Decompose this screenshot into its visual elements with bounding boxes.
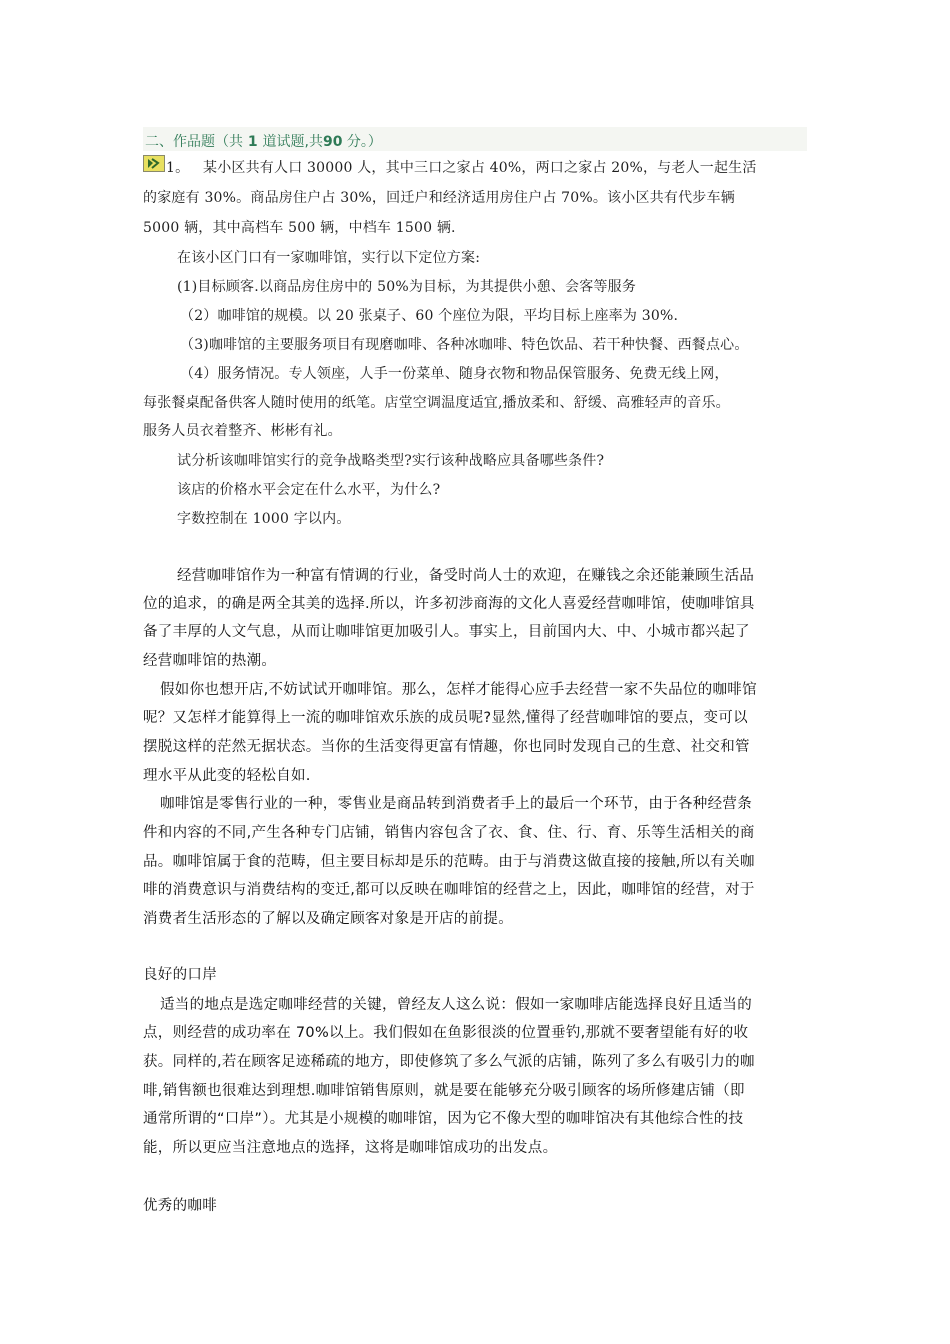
answer-line: 位的追求，的确是两全其美的选择.所以，许多初涉商海的文化人喜爱经营咖啡馆，使咖啡馆具: [143, 596, 755, 612]
answer-line: 件和内容的不同,产生各种专门店铺，销售内容包含了衣、食、住、行、育、乐等生活相关的商: [143, 825, 755, 841]
answer-line: 备了丰厚的人文气息，从而让咖啡馆更加吸引人。事实上，目前国内大、中、小城市都兴起了: [143, 624, 750, 640]
question-line: 该店的价格水平会定在什么水平，为什么?: [177, 482, 441, 498]
answer-line: 咖啡馆是零售行业的一种，零售业是商品转到消费者手上的最后一个环节，由于各种经营条: [160, 796, 752, 812]
section-middle: 道试题,共: [262, 134, 323, 150]
question-line: （2）咖啡馆的规模。以 20 张桌子、60 个座位为限，平均目标上座率为 30%.: [180, 308, 679, 324]
answer-line: 经营咖啡馆作为一种富有情调的行业，备受时尚人士的欢迎，在赚钱之余还能兼顾生活品: [177, 568, 755, 584]
question-line: （3)咖啡馆的主要服务项目有现磨咖啡、各种冰咖啡、特色饮品、若干种快餐、西餐点心。: [180, 337, 749, 353]
total-score: 90: [322, 134, 343, 150]
answer-line: 品。咖啡馆属于食的范畴，但主要目标却是乐的范畴。由于与消费这做直接的接触,所以有关咖: [143, 854, 755, 870]
answer-line: 消费者生活形态的了解以及确定顾客对象是开店的前提。: [143, 911, 513, 927]
question-count: 1: [247, 134, 258, 150]
pencil-note-icon[interactable]: [143, 155, 165, 172]
question-line: 每张餐桌配备供客人随时使用的纸笔。店堂空调温度适宜,播放柔和、舒缓、高雅轻声的音乐。: [143, 395, 730, 411]
section-suffix: 分。）: [346, 134, 382, 150]
answer-line: 啡,销售额也很难达到理想.咖啡馆销售原则，就是要在能够充分吸引顾客的场所修建店铺（即: [143, 1083, 745, 1099]
question-line: 字数控制在 1000 字以内。: [177, 511, 351, 527]
question-line: 的家庭有 30%。商品房住户占 30%，回迁户和经济适用房住户占 70%。该小区共有代步车辆: [143, 190, 735, 206]
question-line: 试分析该咖啡馆实行的竞争战略类型?实行该种战略应具备哪些条件?: [177, 453, 605, 469]
answer-line: 呢？又怎样才能算得上一流的咖啡馆欢乐族的成员呢?显然,懂得了经营咖啡馆的要点，变可以: [143, 710, 748, 726]
section-title: [145, 131, 382, 151]
section-prefix: 二、作品题（共: [145, 134, 243, 150]
section-header: [143, 127, 807, 151]
subheading: 良好的口岸: [143, 967, 217, 983]
answer-line: 理水平从此变的轻松自如.: [143, 768, 311, 784]
question-line: (1)目标顾客.以商品房住房中的 50%为目标，为其提供小憩、会客等服务: [177, 279, 637, 295]
subheading: 优秀的咖啡: [143, 1198, 217, 1214]
answer-line: 适当的地点是选定咖啡经营的关键，曾经友人这么说：假如一家咖啡店能选择良好且适当的: [160, 997, 752, 1013]
question-line: 在该小区门口有一家咖啡馆，实行以下定位方案:: [177, 250, 481, 266]
question-line: 某小区共有人口 30000 人，其中三口之家占 40%，两口之家占 20%，与老人一起生活: [203, 160, 757, 176]
answer-line: 通常所谓的“口岸”）。尤其是小规模的咖啡馆，因为它不像大型的咖啡馆决有其他综合性的技: [143, 1111, 744, 1127]
answer-line: 假如你也想开店,不妨试试开咖啡馆。那么，怎样才能得心应手去经营一家不失品位的咖啡馆: [160, 682, 757, 698]
question-line: 服务人员衣着整齐、彬彬有礼。: [143, 423, 342, 439]
answer-line: 能，所以更应当注意地点的选择，这将是咖啡馆成功的出发点。: [143, 1140, 558, 1156]
answer-line: 摆脱这样的茫然无据状态。当你的生活变得更富有情趣，你也同时发现自己的生意、社交和管: [143, 739, 750, 755]
question-number: 1。: [166, 160, 190, 176]
answer-line: 经营咖啡馆的热潮。: [143, 653, 277, 669]
answer-line: 点，则经营的成功率在 70%以上。我们假如在鱼影很淡的位置垂钓,那就不要奢望能有好的收: [143, 1025, 749, 1041]
question-line: 5000 辆，其中高档车 500 辆，中档车 1500 辆.: [143, 220, 456, 236]
question-line: （4）服务情况。专人领座，人手一份菜单、随身衣物和物品保管服务、免费无线上网，: [180, 366, 729, 382]
answer-line: 获。同样的,若在顾客足迹稀疏的地方，即使修筑了多么气派的店铺，陈列了多么有吸引力的咖: [143, 1054, 755, 1070]
answer-line: 啡的消费意识与消费结构的变迁,都可以反映在咖啡馆的经营之上，因此，咖啡馆的经营，对于: [143, 882, 755, 898]
